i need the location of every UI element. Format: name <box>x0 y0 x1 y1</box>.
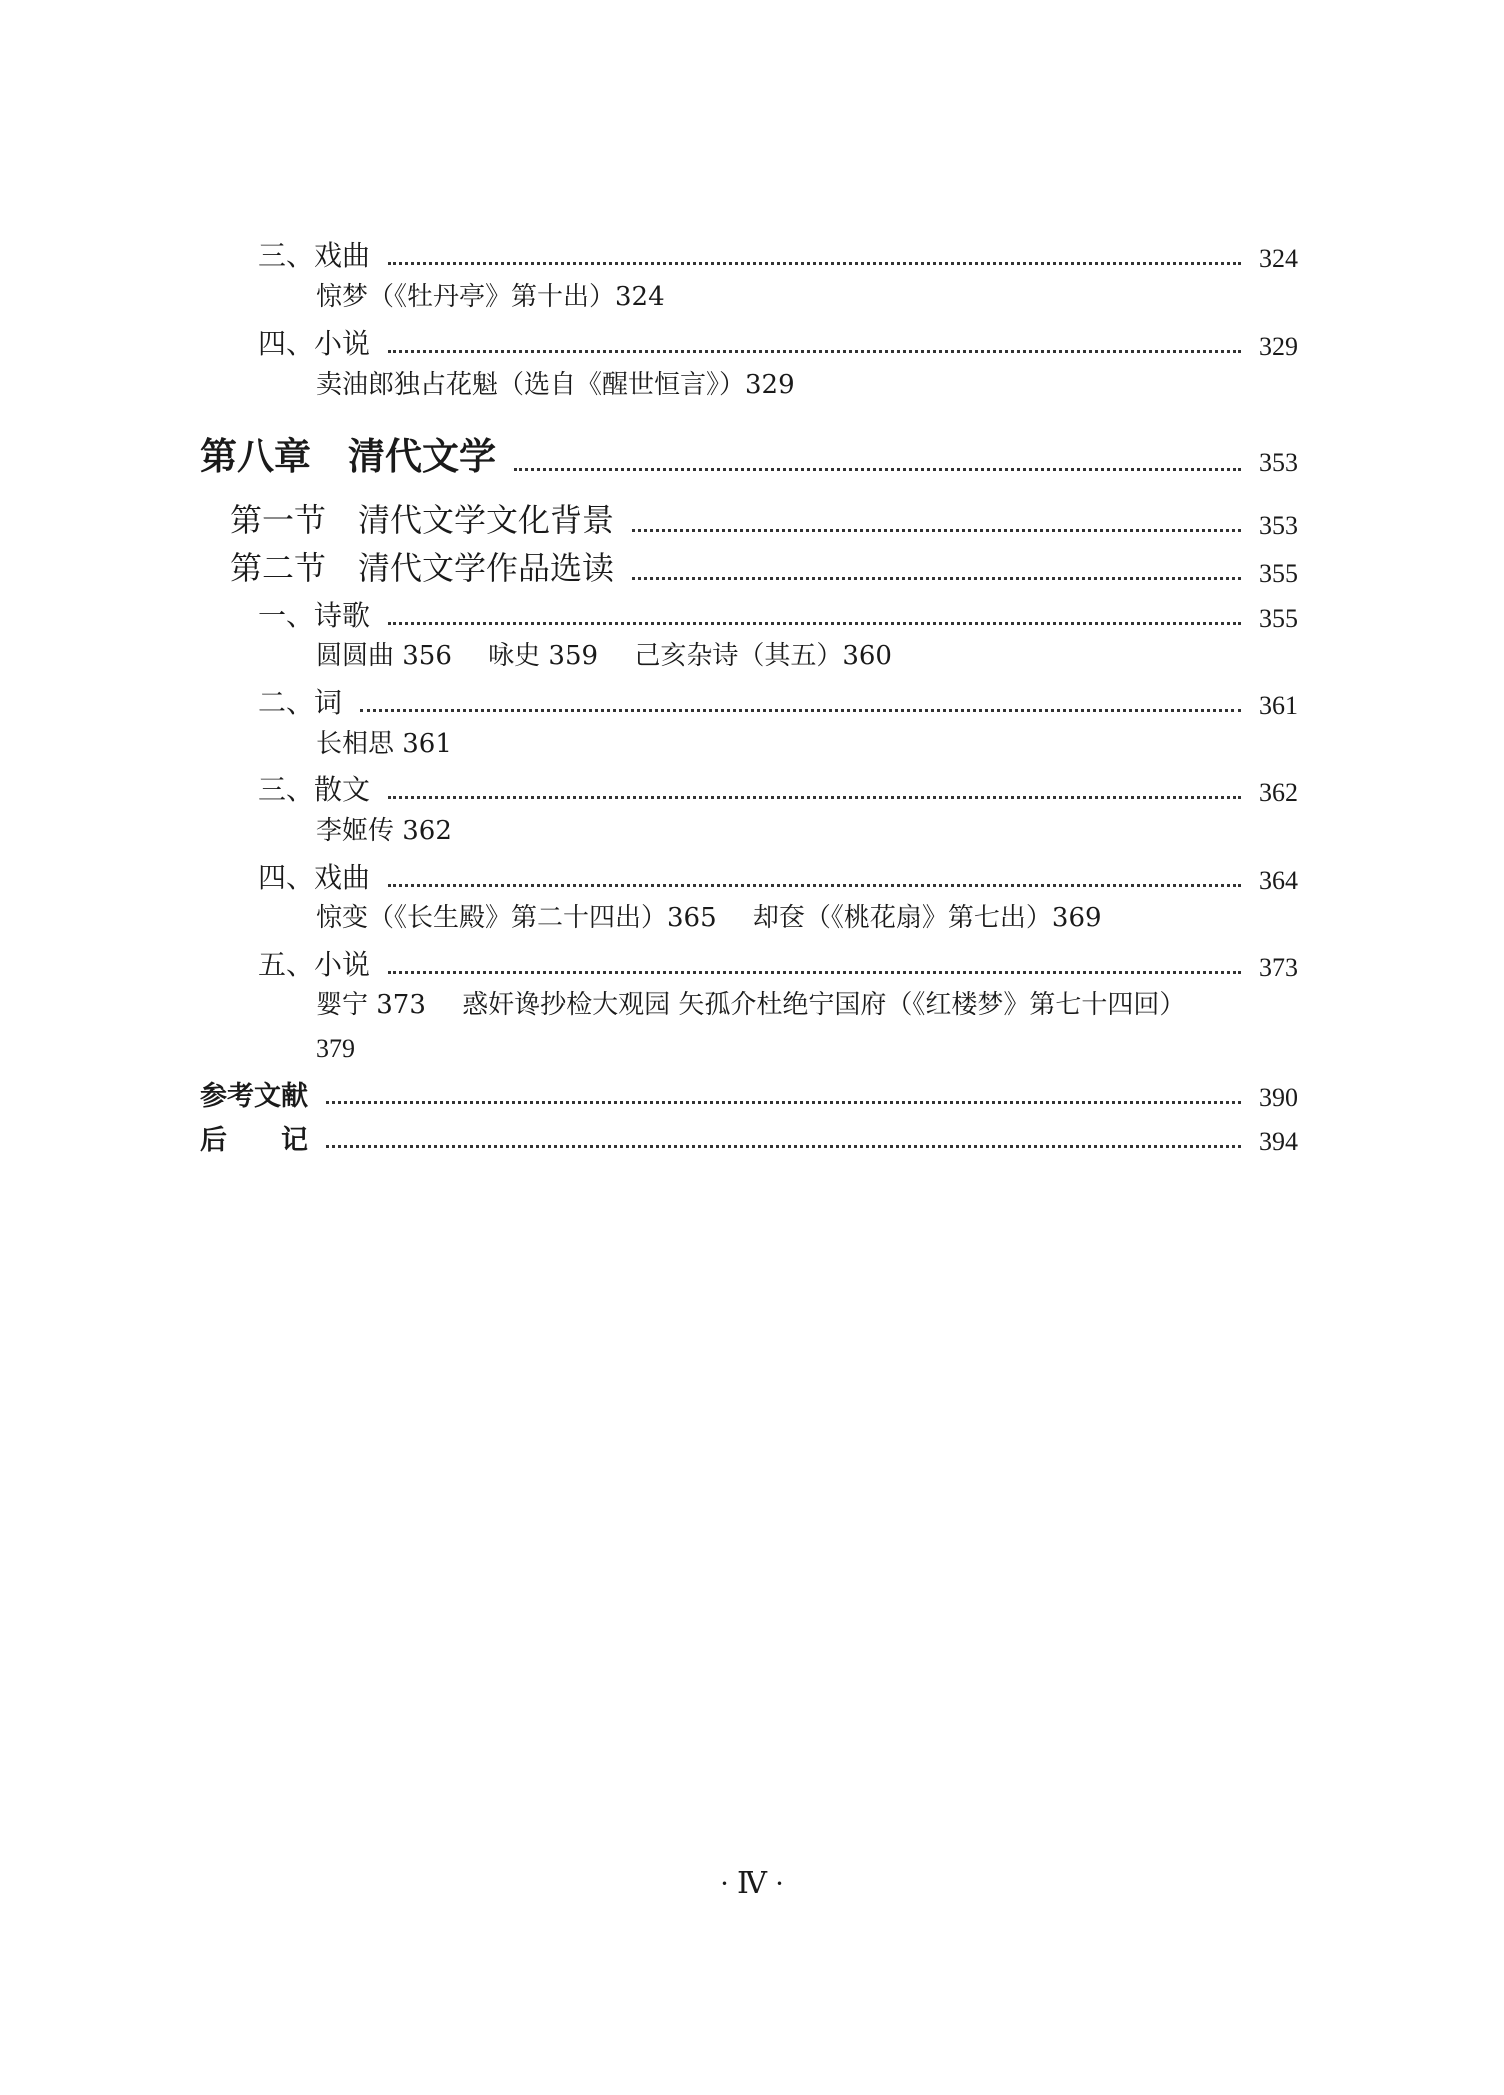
dot-leader <box>632 577 1241 580</box>
toc-entry-label: 二、词 <box>258 686 343 719</box>
works-list <box>316 275 1306 319</box>
references-label: 参考文献 <box>200 1081 308 1112</box>
page-number-footer: · Ⅳ · <box>719 1867 785 1900</box>
toc-page-number: 364 <box>1259 866 1298 895</box>
toc-page-number: 373 <box>1259 953 1298 982</box>
dot-leader <box>326 1101 1241 1104</box>
dot-leader <box>388 971 1241 974</box>
work-item[interactable]: 李姬传 362 <box>316 816 452 846</box>
dot-leader <box>360 709 1241 712</box>
toc-entry-backmatter[interactable] <box>0 1117 1504 1157</box>
toc-entry-chapter[interactable] <box>0 430 1504 480</box>
dot-leader <box>514 468 1241 471</box>
dot-leader <box>388 622 1241 625</box>
toc-entry-label: 四、小说 <box>258 327 371 360</box>
toc-page-number: 353 <box>1259 448 1298 477</box>
toc-entry-label: 五、小说 <box>258 948 371 981</box>
afterword-label: 后 记 <box>200 1125 308 1156</box>
works-list <box>316 634 1306 678</box>
toc-page-number: 362 <box>1259 778 1298 807</box>
toc-page-number: 390 <box>1259 1083 1298 1112</box>
dot-leader <box>388 884 1241 887</box>
toc-entry-section[interactable] <box>0 681 1504 721</box>
toc-page-number: 324 <box>1259 244 1298 273</box>
toc-entry-label: 四、戏曲 <box>258 861 371 894</box>
work-item[interactable]: 卖油郎独占花魁（选自《醒世恒言》）329 <box>316 370 795 400</box>
toc-entry-label: 一、诗歌 <box>258 599 371 632</box>
work-item[interactable]: 圆圆曲 356 <box>316 641 452 671</box>
toc-entry-subsection[interactable] <box>0 545 1504 589</box>
toc-entry-section[interactable] <box>0 322 1504 362</box>
dot-leader <box>326 1145 1241 1148</box>
toc-entry-label: 三、散文 <box>258 773 371 806</box>
work-item[interactable]: 咏史 359 <box>488 641 599 671</box>
toc-page-number: 329 <box>1259 332 1298 361</box>
toc-entry-section[interactable] <box>0 768 1504 808</box>
work-item[interactable]: 婴宁 373 <box>316 990 426 1020</box>
works-list <box>316 809 1306 853</box>
work-item[interactable]: 惊变（《长生殿》第二十四出）365 <box>316 903 717 933</box>
works-list <box>316 722 1306 766</box>
toc-entry-label: 第一节 清代文学文化背景 <box>230 501 615 539</box>
toc-entry-section[interactable] <box>0 594 1504 634</box>
works-list <box>316 896 1306 940</box>
work-item[interactable]: 己亥杂诗（其五）360 <box>634 641 892 671</box>
works-list <box>316 983 1306 1027</box>
dot-leader <box>388 262 1241 265</box>
toc-page-number: 355 <box>1259 559 1298 588</box>
work-page-continuation: 379 <box>316 1034 355 1063</box>
toc-entry-section[interactable] <box>0 856 1504 896</box>
toc-page-number: 394 <box>1259 1127 1298 1156</box>
toc-entry-section[interactable] <box>0 943 1504 983</box>
toc-entry-label: 第二节 清代文学作品选读 <box>230 549 615 587</box>
dot-leader <box>632 529 1241 532</box>
toc-entry-label: 三、戏曲 <box>258 239 371 272</box>
toc-entry-section[interactable] <box>0 234 1504 274</box>
work-item[interactable]: 惑奸谗抄检大观园 矢孤介杜绝宁国府（《红楼梦》第七十四回） <box>462 990 1186 1020</box>
work-item[interactable]: 惊梦（《牡丹亭》第十出）324 <box>316 282 665 312</box>
toc-entry-subsection[interactable] <box>0 497 1504 541</box>
work-item[interactable]: 却奁（《桃花扇》第七出）369 <box>752 903 1102 933</box>
toc-page-number: 361 <box>1259 691 1298 720</box>
chapter-title: 第八章 清代文学 <box>200 435 496 478</box>
toc-entry-backmatter[interactable] <box>0 1073 1504 1113</box>
toc-page-number: 353 <box>1259 511 1298 540</box>
works-list-continuation <box>316 1027 1306 1071</box>
toc-page-number: 355 <box>1259 604 1298 633</box>
work-item[interactable]: 长相思 361 <box>316 729 452 759</box>
dot-leader <box>388 796 1241 799</box>
works-list <box>316 363 1306 407</box>
dot-leader <box>388 350 1241 353</box>
